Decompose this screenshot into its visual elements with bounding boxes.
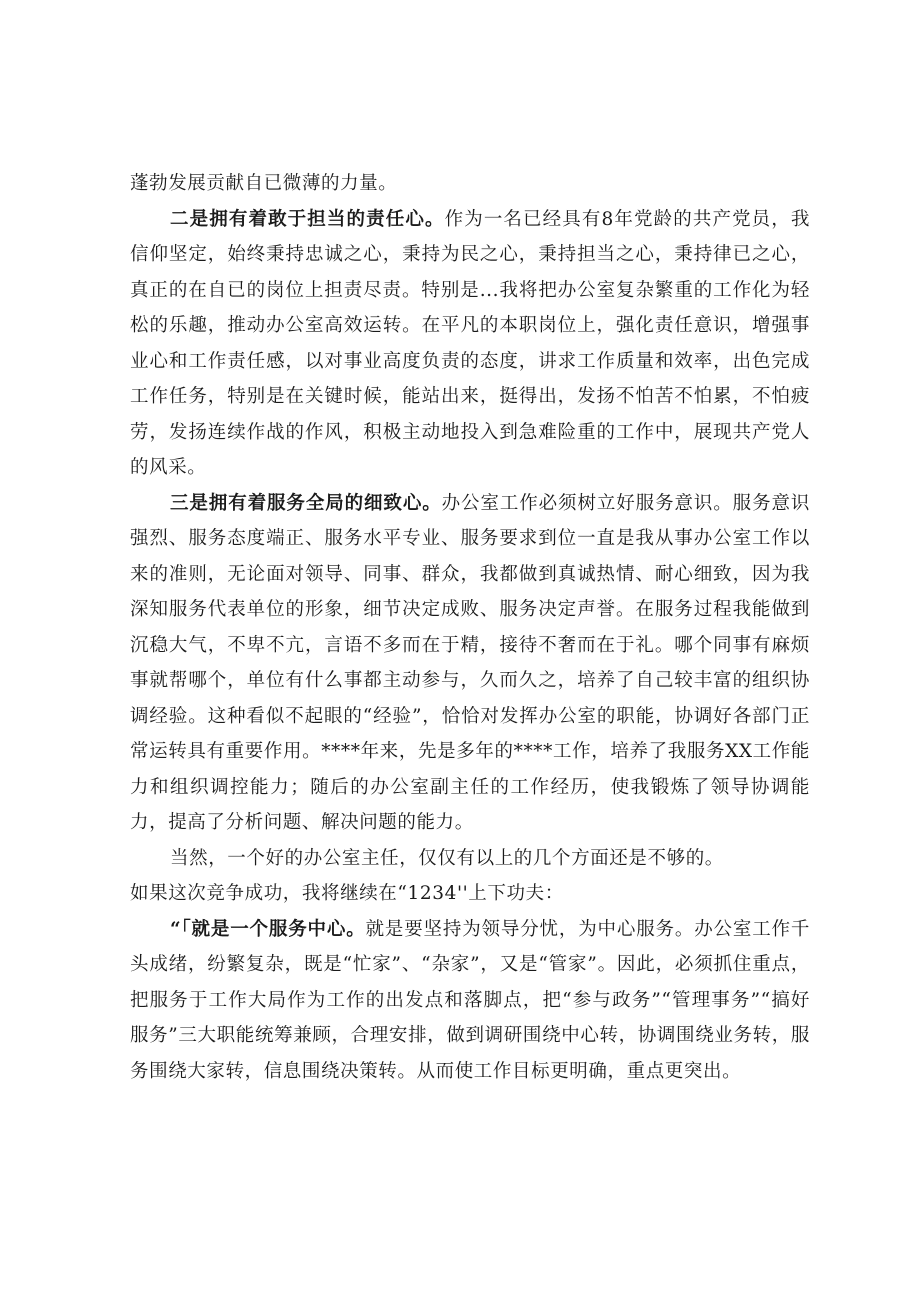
document-body <box>130 166 810 1089</box>
paragraph-heading: 二是拥有着敢于担当的责任心。 <box>170 208 445 230</box>
paragraph-heading: “「就是一个服务中心。 <box>170 918 366 940</box>
paragraph-text: 蓬勃发展贡献自已微薄的力量。 <box>130 173 398 194</box>
paragraph-text: 就是要坚持为领导分忧，为中心服务。办公室工作千头成绪，纷繁复杂，既是“忙家”、“杂家”，又是“管家”。因此，必须抓住重点，把服务于工作大局作为工作的出发点和落脚点，把“参与政务”“管理事务”“搞好服务”三大职能统筹兼顾，合理安排，做到调研围绕中心转，协调围绕业务转，服务围绕大家转，信息围绕决策转。从而使工作目标更明确，重点更突出。 <box>130 918 810 1082</box>
paragraph-text: 如果这次竞争成功，我将继续在“1234''上下功夫： <box>130 883 564 904</box>
paragraph-commitment <box>130 876 810 912</box>
paragraph-continuation <box>130 166 810 202</box>
paragraph-text: 当然，一个好的办公室主任，仅仅有以上的几个方面还是不够的。 <box>170 847 724 869</box>
paragraph-service-center <box>130 912 810 1090</box>
paragraph-heading: 三是拥有着服务全局的细致心。 <box>170 492 442 514</box>
paragraph-transition <box>130 841 810 877</box>
paragraph-service <box>130 486 810 841</box>
paragraph-responsibility <box>130 202 810 486</box>
paragraph-text: 办公室工作必须树立好服务意识。服务意识强烈、服务态度端正、服务水平专业、服务要求到位一直是我从事办公室工作以来的准则，无论面对领导、同事、群众，我都做到真诚热情、耐心细致，因为我深知服务代表单位的形象，细节决定成败、服务决定声誉。在服务过程我能做到沉稳大气，不卑不亢，言语不多而在于精，接待不奢而在于礼。哪个同事有麻烦事就帮哪个，单位有什么事都主动参与，久而久之，培养了自己较丰富的组织协调经验。这种看似不起眼的“经验”，恰恰对发挥办公室的职能，协调好各部门正常运转具有重要作用。****年来，先是多年的****工作，培养了我服务XX工作能力和组织调控能力；随后的办公室副主任的工作经历，使我锻炼了领导协调能力，提高了分析问题、解决问题的能力。 <box>130 492 810 833</box>
paragraph-text: 作为一名已经具有8年党龄的共产党员，我信仰坚定，始终秉持忠诚之心，秉持为民之心，秉持担当之心，秉持律已之心，真正的在自已的岗位上担责尽责。特别是...我将把办公室复杂繁重的工作化为轻松的乐趣，推动办公室高效运转。在平凡的本职岗位上，强化责任意识，增强事业心和工作责任感，以对事业高度负责的态度，讲求工作质量和效率，出色完成工作任务，特别是在关键时候，能站出来，挺得出，发扬不怕苦不怕累，不怕疲劳，发扬连续作战的作风，积极主动地投入到急难险重的工作中，展现共产党人的风采。 <box>130 208 811 478</box>
